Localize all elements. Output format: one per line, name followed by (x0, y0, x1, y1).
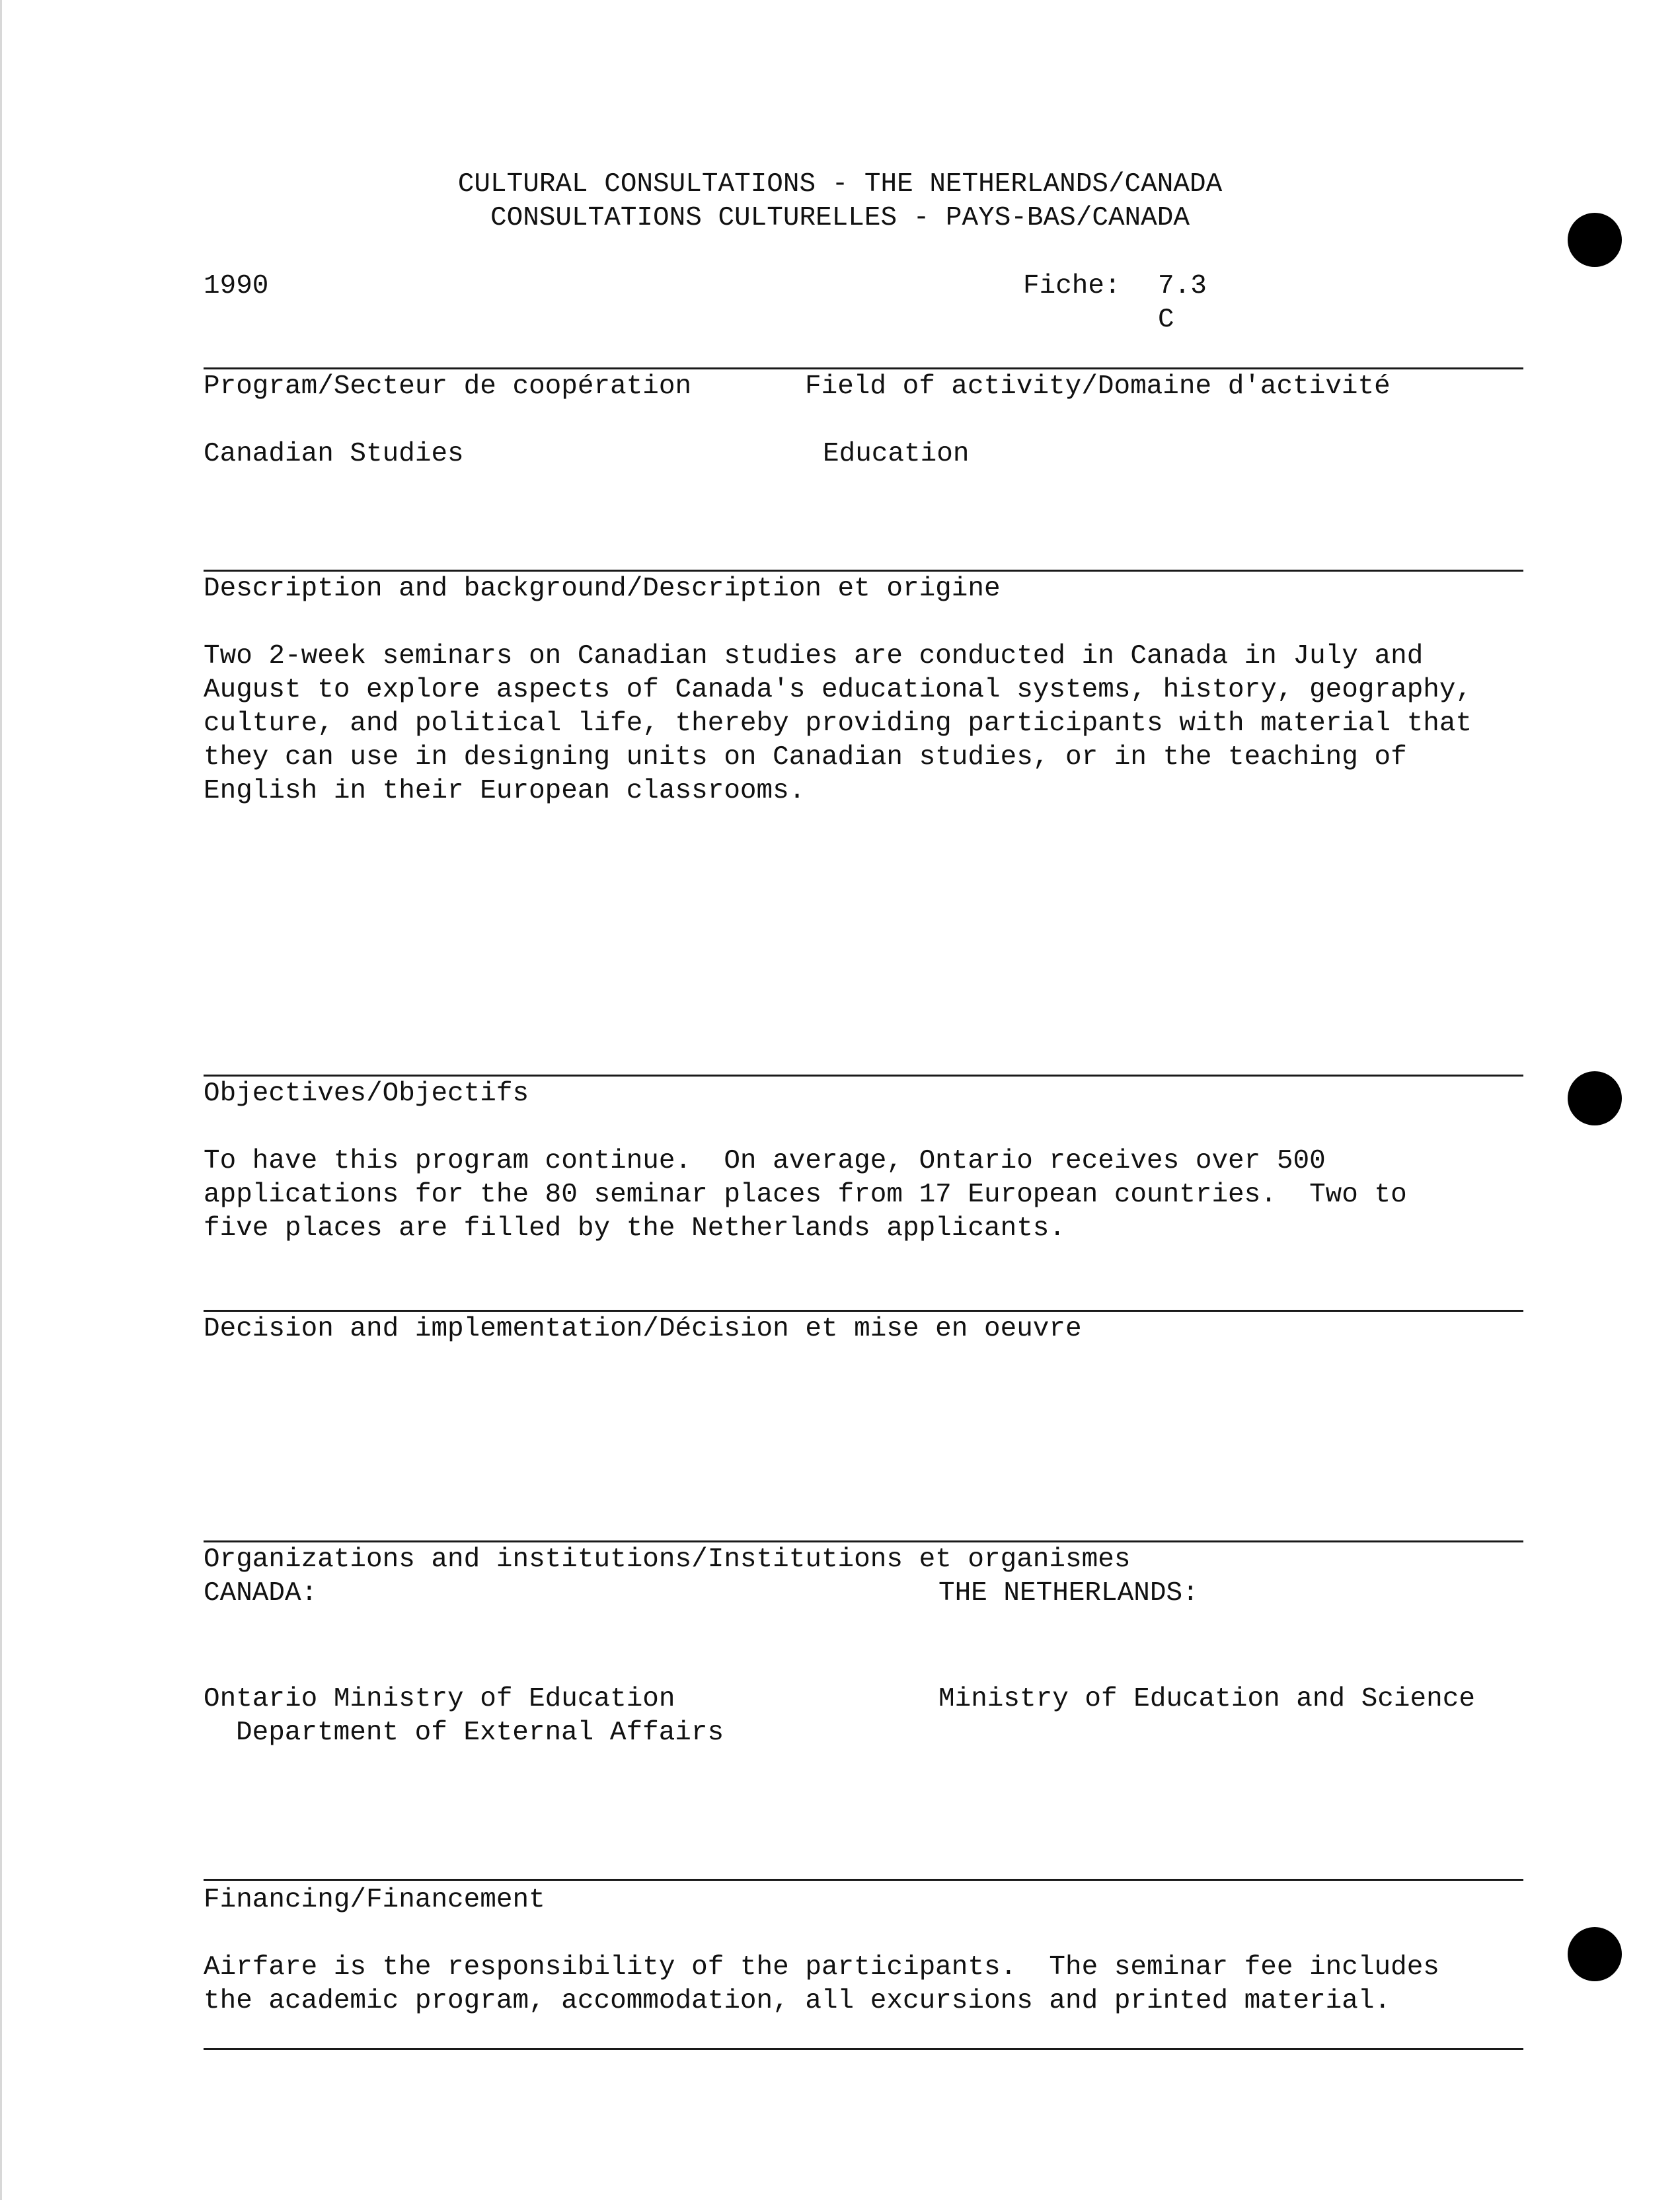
punch-hole (1568, 1927, 1622, 1981)
canada-label: CANADA: (204, 1578, 318, 1609)
description-line: culture, and political life, thereby providing participants with material that (204, 708, 1472, 739)
divider-description (204, 570, 1523, 572)
description-line: they can use in designing units on Canadian studies, or in the teaching of (204, 742, 1407, 773)
objectives-line: To have this program continue. On average, Ontario receives over 500 (204, 1146, 1326, 1176)
divider-objectives (204, 1075, 1523, 1077)
fiche-letter: C (1158, 305, 1174, 335)
canada-org: Department of External Affairs (236, 1718, 724, 1748)
divider-bottom (204, 2048, 1523, 2050)
decision-heading: Decision and implementation/Décision et mise en oeuvre (204, 1314, 1082, 1344)
program-value: Canadian Studies (204, 439, 464, 469)
financing-line: the academic program, accommodation, all excursions and printed material. (204, 1986, 1391, 2016)
organizations-heading: Organizations and institutions/Institutions et organismes (204, 1544, 1131, 1575)
financing-line: Airfare is the responsibility of the participants. The seminar fee includes (204, 1952, 1439, 1983)
program-label: Program/Secteur de coopération (204, 371, 692, 402)
fiche-number: 7.3 (1158, 271, 1207, 301)
divider-program (204, 367, 1523, 369)
fiche-label: Fiche: (1023, 271, 1121, 301)
divider-financing (204, 1879, 1523, 1881)
netherlands-org: Ministry of Education and Science (938, 1684, 1475, 1714)
description-line: August to explore aspects of Canada's educational systems, history, geography, (204, 675, 1472, 705)
objectives-heading: Objectives/Objectifs (204, 1079, 529, 1109)
field-label: Field of activity/Domaine d'activité (805, 371, 1391, 402)
divider-decision (204, 1310, 1523, 1312)
description-line: Two 2-week seminars on Canadian studies are conducted in Canada in July and (204, 641, 1424, 671)
title-french: CONSULTATIONS CULTURELLES - PAYS-BAS/CANADA (490, 203, 1190, 233)
objectives-line: applications for the 80 seminar places from 17 European countries. Two to (204, 1180, 1407, 1210)
year: 1990 (204, 271, 269, 301)
financing-heading: Financing/Financement (204, 1885, 545, 1915)
netherlands-label: THE NETHERLANDS: (938, 1578, 1199, 1609)
objectives-line: five places are filled by the Netherlands applicants. (204, 1213, 1066, 1244)
description-heading: Description and background/Description et origine (204, 574, 1001, 604)
divider-organizations (204, 1540, 1523, 1542)
description-line: English in their European classrooms. (204, 776, 806, 806)
punch-hole (1568, 1071, 1622, 1125)
punch-hole (1568, 213, 1622, 267)
title-english: CULTURAL CONSULTATIONS - THE NETHERLANDS/CANADA (457, 169, 1223, 200)
page-edge (0, 0, 2, 2200)
field-value: Education (823, 439, 970, 469)
canada-org: Ontario Ministry of Education (204, 1684, 675, 1714)
